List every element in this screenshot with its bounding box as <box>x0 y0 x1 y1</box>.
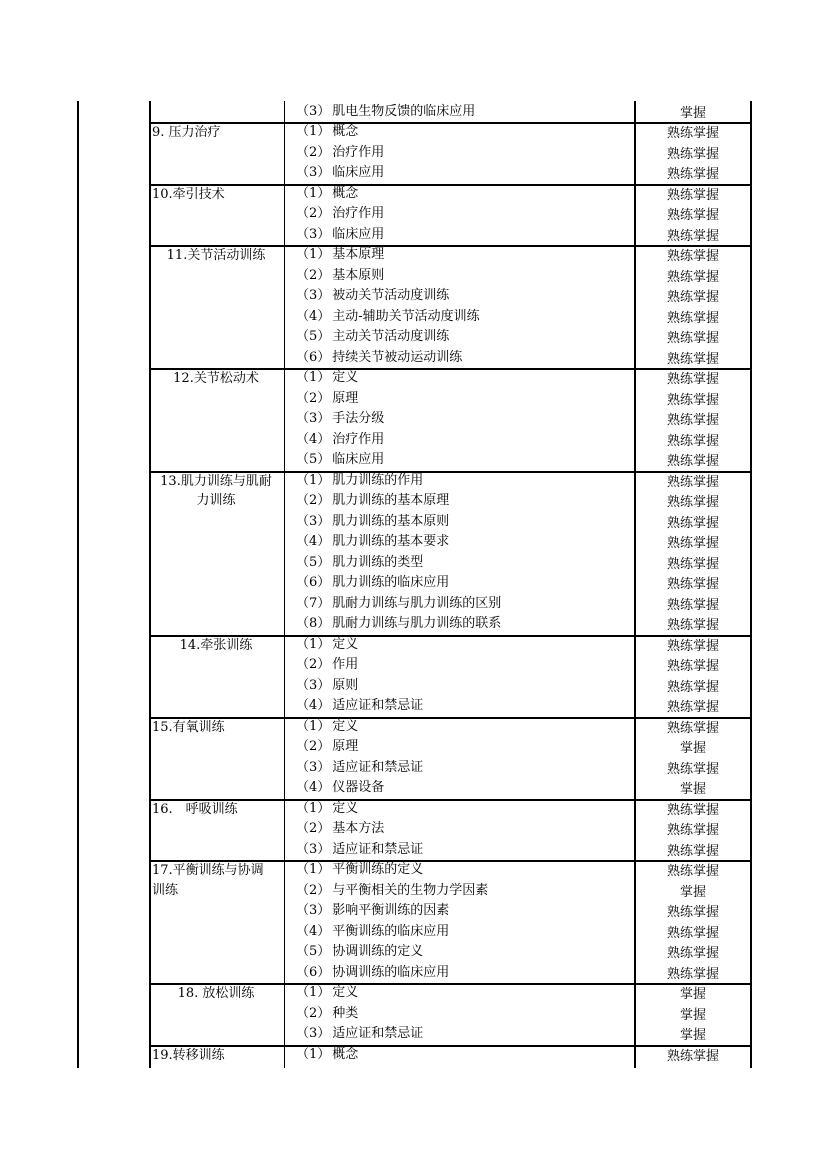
mastery-level: 熟练掌握 <box>666 126 719 141</box>
item-cell <box>296 307 632 327</box>
item-text: 协调训练的定义 <box>332 944 424 959</box>
item-number: （1） <box>296 1046 331 1062</box>
item-number: （3） <box>296 1026 331 1041</box>
mastery-level: 熟练掌握 <box>666 146 719 162</box>
mastery-level: 熟练掌握 <box>666 208 719 223</box>
item-cell <box>296 450 632 470</box>
mastery-level: 熟练掌握 <box>666 864 719 879</box>
item-text: 肌力训练的作用 <box>332 472 424 488</box>
mastery-level: 熟练掌握 <box>666 536 719 551</box>
mastery-level: 掌握 <box>679 1007 706 1023</box>
mastery-level: 熟练掌握 <box>666 556 719 572</box>
item-cell <box>296 1045 632 1065</box>
topic-title-continued: 训练 <box>152 882 179 898</box>
item-number: （1） <box>296 800 331 816</box>
mastery-level: 熟练掌握 <box>666 679 719 695</box>
item-text: 肌电生物反馈的临床应用 <box>332 103 476 119</box>
item-text: 肌力训练的类型 <box>332 554 424 570</box>
item-number: （1） <box>296 636 331 652</box>
item-number: （4） <box>296 780 331 795</box>
item-cell <box>296 840 632 860</box>
item-text: 协调训练的临床应用 <box>332 964 450 980</box>
item-number: （1） <box>296 370 331 385</box>
item-cell <box>296 922 632 942</box>
mastery-level: 熟练掌握 <box>666 249 719 264</box>
item-cell <box>296 799 632 819</box>
item-cell <box>296 594 632 614</box>
item-number: （4） <box>296 534 331 549</box>
outer-left-border <box>77 101 79 1068</box>
item-cell <box>296 184 632 204</box>
item-cell <box>296 901 632 921</box>
item-number: （3） <box>296 841 331 857</box>
item-cell <box>296 737 632 757</box>
item-text: 被动关节活动度训练 <box>332 288 450 303</box>
item-text: 影响平衡训练的因素 <box>332 903 450 918</box>
mastery-level: 熟练掌握 <box>666 659 719 674</box>
topic-title: 16. 呼吸训练 <box>152 801 238 817</box>
item-number: （4） <box>296 308 331 324</box>
item-text: 平衡训练的临床应用 <box>332 923 450 939</box>
mastery-level: 熟练掌握 <box>666 946 719 961</box>
mastery-level: 掌握 <box>679 884 706 900</box>
item-text: 肌力训练的基本要求 <box>332 534 450 549</box>
mastery-level: 熟练掌握 <box>666 597 719 613</box>
item-number: （3） <box>296 103 331 119</box>
mastery-level: 熟练掌握 <box>666 269 719 285</box>
item-cell <box>296 512 632 532</box>
mastery-level: 熟练掌握 <box>666 966 719 982</box>
item-number: （6） <box>296 349 331 365</box>
topic-title: 13.肌力训练与肌耐 <box>160 473 272 489</box>
item-cell <box>296 778 632 798</box>
item-number: （1） <box>296 247 331 262</box>
item-text: 肌力训练的基本原理 <box>332 493 450 508</box>
item-text: 治疗作用 <box>332 431 385 447</box>
mastery-level: 熟练掌握 <box>666 925 719 941</box>
item-cell <box>296 696 632 716</box>
item-cell <box>296 266 632 286</box>
item-cell <box>296 942 632 962</box>
item-number: （3） <box>296 165 331 180</box>
item-text: 概念 <box>332 185 359 201</box>
item-cell <box>296 409 632 429</box>
item-number: （2） <box>296 390 331 406</box>
mastery-level: 熟练掌握 <box>666 351 719 367</box>
mastery-level: 熟练掌握 <box>666 802 719 818</box>
mastery-level: 掌握 <box>679 987 706 1002</box>
item-number: （1） <box>296 718 331 734</box>
mastery-level: 熟练掌握 <box>666 638 719 654</box>
item-number: （2） <box>296 1005 331 1021</box>
mastery-level: 熟练掌握 <box>666 1048 719 1064</box>
item-text: 肌耐力训练与肌力训练的区别 <box>332 595 502 611</box>
mastery-level: 熟练掌握 <box>666 454 719 469</box>
item-number: （3） <box>296 903 331 918</box>
item-text: 治疗作用 <box>332 144 385 160</box>
item-text: 原理 <box>332 390 359 406</box>
item-cell <box>296 430 632 450</box>
mastery-level: 掌握 <box>679 1028 706 1043</box>
mastery-level: 熟练掌握 <box>666 577 719 592</box>
item-number: （3） <box>296 411 331 426</box>
item-cell <box>296 122 632 142</box>
item-cell <box>296 963 632 983</box>
item-cell <box>296 532 632 552</box>
item-cell <box>296 163 632 183</box>
mastery-level: 熟练掌握 <box>666 187 719 203</box>
item-text: 适应证和禁忌证 <box>332 1026 424 1041</box>
mastery-level: 熟练掌握 <box>666 618 719 633</box>
item-cell <box>296 881 632 901</box>
topic-title: 9. 压力治疗 <box>152 125 221 140</box>
item-cell <box>296 204 632 224</box>
mastery-level: 掌握 <box>679 105 706 121</box>
item-text: 主动关节活动度训练 <box>332 329 450 344</box>
item-number: （6） <box>296 964 331 980</box>
item-text: 原则 <box>332 677 359 693</box>
item-text: 手法分级 <box>332 411 385 426</box>
item-number: （3） <box>296 677 331 693</box>
item-cell <box>296 143 632 163</box>
item-number: （2） <box>296 657 331 672</box>
mastery-level: 掌握 <box>679 782 706 797</box>
item-cell <box>296 225 632 245</box>
item-text: 主动-辅助关节活动度训练 <box>332 308 480 324</box>
mastery-level: 熟练掌握 <box>666 761 719 777</box>
item-text: 治疗作用 <box>332 206 385 221</box>
item-cell <box>296 368 632 388</box>
item-cell <box>296 635 632 655</box>
item-number: （2） <box>296 739 331 754</box>
item-number: （1） <box>296 862 331 877</box>
item-text: 肌力训练的临床应用 <box>332 575 450 590</box>
item-cell <box>296 655 632 675</box>
item-cell <box>296 327 632 347</box>
topic-title: 12.关节松动术 <box>173 371 259 386</box>
mastery-level: 熟练掌握 <box>666 167 719 182</box>
item-text: 临床应用 <box>332 165 385 180</box>
item-number: （2） <box>296 144 331 160</box>
mastery-level: 熟练掌握 <box>666 905 719 920</box>
item-cell <box>296 389 632 409</box>
item-number: （5） <box>296 329 331 344</box>
item-cell <box>296 491 632 511</box>
item-number: （1） <box>296 124 331 139</box>
item-text: 临床应用 <box>332 452 385 467</box>
item-cell <box>296 717 632 737</box>
item-cell <box>296 471 632 491</box>
item-text: 原理 <box>332 739 359 754</box>
item-text: 基本方法 <box>332 821 385 836</box>
item-number: （2） <box>296 493 331 508</box>
topic-title: 19.转移训练 <box>152 1047 225 1063</box>
item-text: 基本原理 <box>332 247 385 262</box>
mastery-level: 熟练掌握 <box>666 310 719 326</box>
item-cell <box>296 614 632 634</box>
item-text: 定义 <box>332 370 359 385</box>
item-number: （3） <box>296 288 331 303</box>
item-number: （4） <box>296 431 331 447</box>
item-number: （1） <box>296 472 331 488</box>
topic-title: 15.有氧训练 <box>152 719 225 735</box>
item-number: （2） <box>296 821 331 836</box>
item-text: 定义 <box>332 985 359 1000</box>
item-text: 种类 <box>332 1005 359 1021</box>
mastery-level: 熟练掌握 <box>666 515 719 531</box>
mastery-level: 熟练掌握 <box>666 843 719 859</box>
item-cell <box>296 676 632 696</box>
item-number: （2） <box>296 882 331 898</box>
mastery-level: 熟练掌握 <box>666 413 719 428</box>
item-cell <box>296 245 632 265</box>
topic-title: 14.牵张训练 <box>179 637 253 653</box>
item-text: 临床应用 <box>332 226 385 242</box>
topic-title: 18. 放松训练 <box>177 986 255 1001</box>
item-text: 肌耐力训练与肌力训练的联系 <box>332 616 502 631</box>
item-text: 持续关节被动运动训练 <box>332 349 463 365</box>
mastery-level: 熟练掌握 <box>666 290 719 305</box>
item-number: （3） <box>296 759 331 775</box>
item-number: （1） <box>296 185 331 201</box>
mastery-level: 熟练掌握 <box>666 228 719 244</box>
item-cell <box>296 1024 632 1044</box>
item-text: 肌力训练的基本原则 <box>332 513 450 529</box>
item-cell <box>296 348 632 368</box>
item-number: （3） <box>296 226 331 242</box>
item-text: 概念 <box>332 124 359 139</box>
topic-title: 11.关节活动训练 <box>166 248 266 263</box>
item-cell <box>296 860 632 880</box>
item-cell <box>296 983 632 1003</box>
mastery-level: 熟练掌握 <box>666 331 719 346</box>
topic-title: 10.牵引技术 <box>152 186 225 202</box>
item-number: （2） <box>296 206 331 221</box>
item-cell <box>296 102 632 122</box>
mastery-level: 熟练掌握 <box>666 720 719 736</box>
item-text: 适应证和禁忌证 <box>332 759 424 775</box>
mastery-level: 熟练掌握 <box>666 700 719 715</box>
item-text: 适应证和禁忌证 <box>332 698 424 713</box>
item-text: 基本原则 <box>332 267 385 283</box>
item-cell <box>296 286 632 306</box>
item-number: （5） <box>296 452 331 467</box>
item-cell <box>296 573 632 593</box>
item-number: （4） <box>296 698 331 713</box>
topic-title-continued: 力训练 <box>196 493 236 508</box>
item-cell <box>296 553 632 573</box>
item-cell <box>296 758 632 778</box>
item-number: （2） <box>296 267 331 283</box>
mastery-level: 掌握 <box>679 741 706 756</box>
item-text: 作用 <box>332 657 359 672</box>
item-number: （5） <box>296 944 331 959</box>
item-text: 定义 <box>332 718 359 734</box>
item-text: 定义 <box>332 800 359 816</box>
mastery-level: 熟练掌握 <box>666 433 719 449</box>
topic-title: 17.平衡训练与协调 <box>152 863 264 878</box>
mastery-level: 熟练掌握 <box>666 392 719 408</box>
item-number: （8） <box>296 616 331 631</box>
item-number: （1） <box>296 985 331 1000</box>
item-number: （7） <box>296 595 331 611</box>
item-text: 平衡训练的定义 <box>332 862 424 877</box>
item-text: 定义 <box>332 636 359 652</box>
item-text: 与平衡相关的生物力学因素 <box>332 882 489 898</box>
item-cell <box>296 1004 632 1024</box>
mastery-level: 熟练掌握 <box>666 474 719 490</box>
mastery-level: 熟练掌握 <box>666 372 719 387</box>
mastery-level: 熟练掌握 <box>666 495 719 510</box>
item-number: （4） <box>296 923 331 939</box>
mastery-level: 熟练掌握 <box>666 823 719 838</box>
item-number: （3） <box>296 513 331 529</box>
item-text: 仪器设备 <box>332 780 385 795</box>
item-number: （5） <box>296 554 331 570</box>
item-number: （6） <box>296 575 331 590</box>
item-text: 适应证和禁忌证 <box>332 841 424 857</box>
item-cell <box>296 819 632 839</box>
item-text: 概念 <box>332 1046 359 1062</box>
